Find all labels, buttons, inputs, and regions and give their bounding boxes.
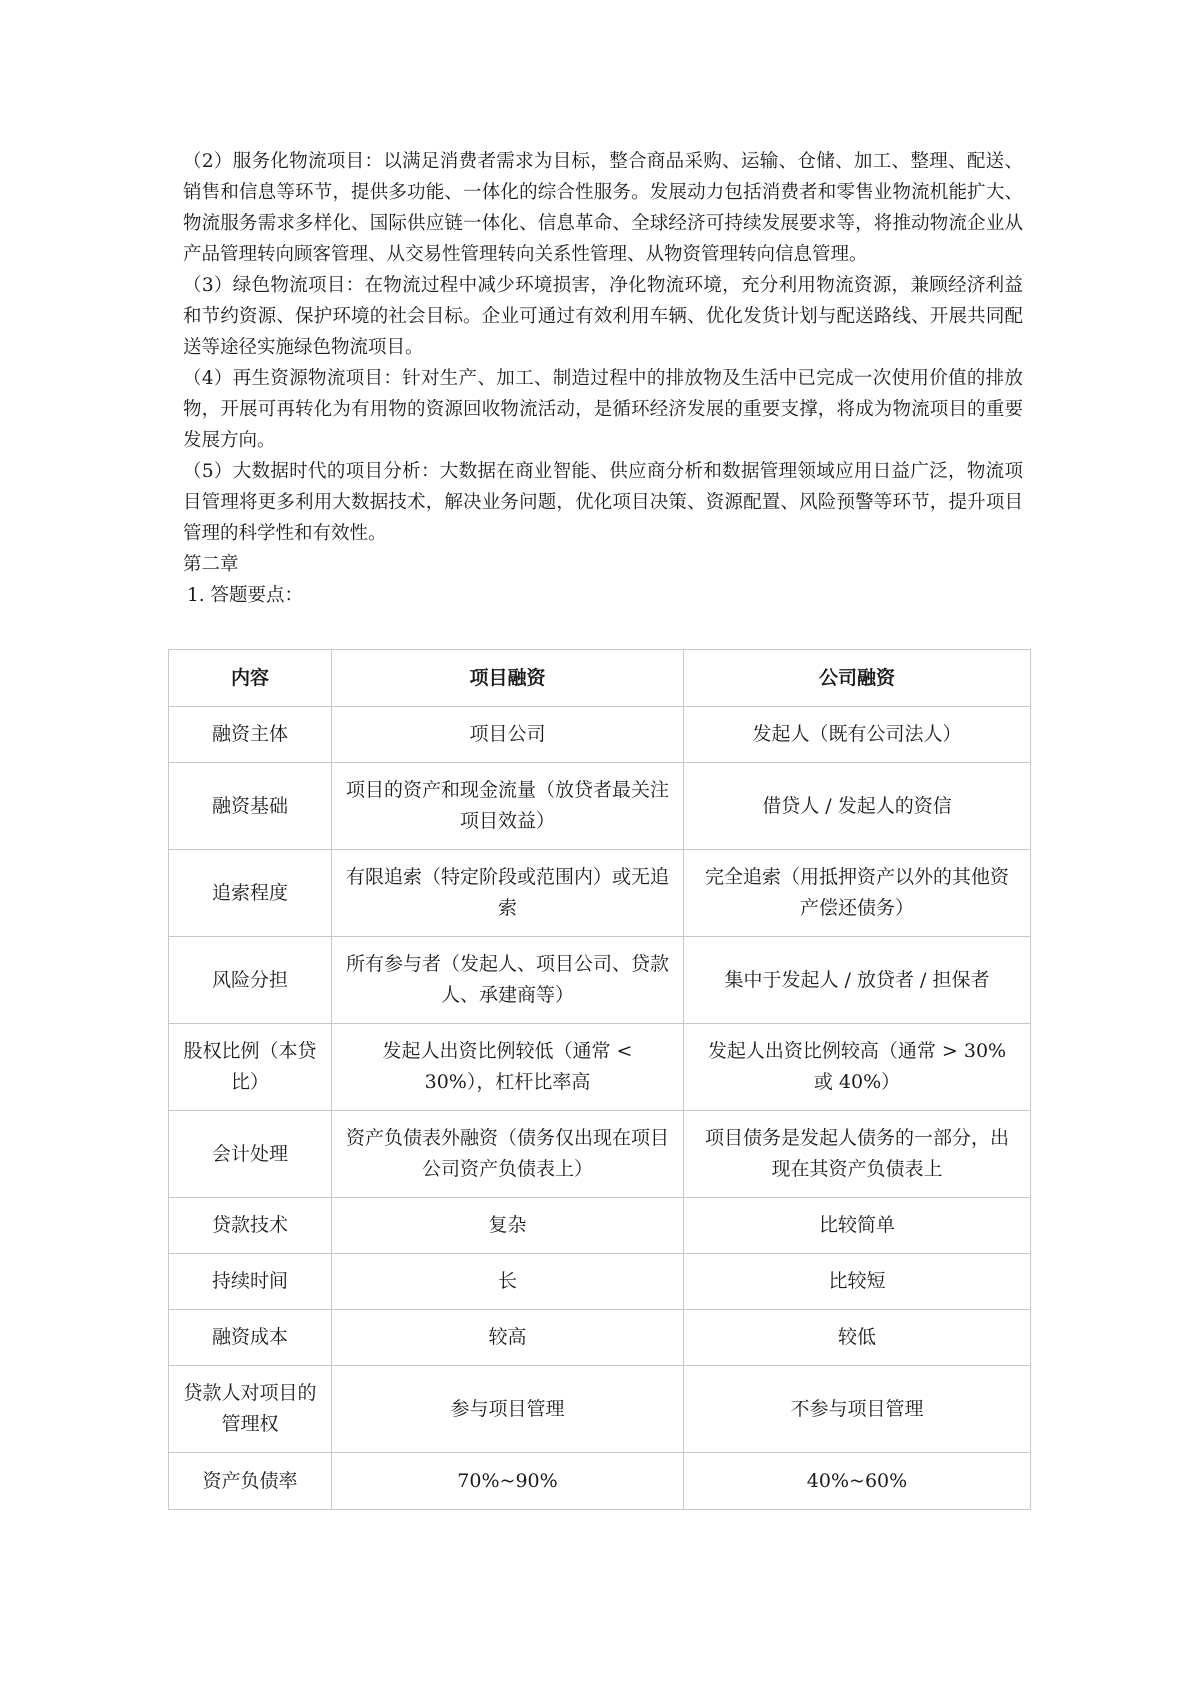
financing-comparison-table — [168, 649, 1031, 1510]
project-financing-cell: 长 — [332, 1254, 684, 1310]
row-label: 融资成本 — [169, 1310, 332, 1366]
table-row — [169, 937, 1031, 1024]
corporate-financing-cell: 40%~60% — [684, 1453, 1031, 1510]
table-row — [169, 1310, 1031, 1366]
project-financing-cell: 有限追索（特定阶段或范围内）或无追索 — [332, 850, 684, 937]
row-label: 融资基础 — [169, 763, 332, 850]
paragraph-service-logistics: （2）服务化物流项目：以满足消费者需求为目标，整合商品采购、运输、仓储、加工、整理、配送、销售和信息等环节，提供多功能、一体化的综合性服务。发展动力包括消费者和零售业物流机能扩大、物流服务需求多样化、国际供应链一体化、信息革命、全球经济可持续发展要求等，将推动物流企业从产品管理转向顾客管理、从交易性管理转向关系性管理、从物资管理转向信息管理。 — [183, 151, 1023, 265]
corporate-financing-cell: 发起人（既有公司法人） — [684, 707, 1031, 763]
corporate-financing-cell: 完全追索（用抵押资产以外的其他资产偿还债务） — [684, 850, 1031, 937]
table-row — [169, 1111, 1031, 1198]
row-label: 资产负债率 — [169, 1453, 332, 1510]
table-row — [169, 1453, 1031, 1510]
corporate-financing-cell: 不参与项目管理 — [684, 1366, 1031, 1453]
table-row — [169, 850, 1031, 937]
corporate-financing-cell: 集中于发起人 / 放贷者 / 担保者 — [684, 937, 1031, 1024]
corporate-financing-cell: 比较短 — [684, 1254, 1031, 1310]
table-row — [169, 1198, 1031, 1254]
table-row — [169, 1254, 1031, 1310]
row-label: 融资主体 — [169, 707, 332, 763]
paragraph-big-data: （5）大数据时代的项目分析：大数据在商业智能、供应商分析和数据管理领域应用日益广泛，物流项目管理将更多利用大数据技术，解决业务问题，优化项目决策、资源配置、风险预警等环节，提升项目管理的科学性和有效性。 — [183, 461, 1023, 544]
table-row — [169, 1024, 1031, 1111]
corporate-financing-cell: 项目债务是发起人债务的一部分，出现在其资产负债表上 — [684, 1111, 1031, 1198]
project-financing-cell: 较高 — [332, 1310, 684, 1366]
corporate-financing-cell: 发起人出资比例较高（通常 > 30% 或 40%） — [684, 1024, 1031, 1111]
corporate-financing-cell: 借贷人 / 发起人的资信 — [684, 763, 1031, 850]
project-financing-cell: 复杂 — [332, 1198, 684, 1254]
paragraph-recycling-logistics: （4）再生资源物流项目：针对生产、加工、制造过程中的排放物及生活中已完成一次使用价值的排放物，开展可再转化为有用物的资源回收物流活动，是循环经济发展的重要支撑，将成为物流项目的重要发展方向。 — [183, 368, 1023, 451]
table-row — [169, 763, 1031, 850]
row-label: 风险分担 — [169, 937, 332, 1024]
row-label: 持续时间 — [169, 1254, 332, 1310]
header-content: 内容 — [169, 650, 332, 707]
section-heading: 1. 答题要点： — [187, 585, 304, 606]
row-label: 贷款技术 — [169, 1198, 332, 1254]
row-label: 追索程度 — [169, 850, 332, 937]
table-header-row — [169, 650, 1031, 707]
project-financing-cell: 发起人出资比例较低（通常 < 30%），杠杆比率高 — [332, 1024, 684, 1111]
header-corporate-financing: 公司融资 — [684, 650, 1031, 707]
row-label: 贷款人对项目的管理权 — [169, 1366, 332, 1453]
chapter-heading: 第二章 — [183, 554, 239, 575]
project-financing-cell: 70%~90% — [332, 1453, 684, 1510]
corporate-financing-cell: 比较简单 — [684, 1198, 1031, 1254]
row-label: 股权比例（本贷比） — [169, 1024, 332, 1111]
table-row — [169, 1366, 1031, 1453]
project-financing-cell: 项目的资产和现金流量（放贷者最关注项目效益） — [332, 763, 684, 850]
header-project-financing: 项目融资 — [332, 650, 684, 707]
row-label: 会计处理 — [169, 1111, 332, 1198]
paragraph-green-logistics: （3）绿色物流项目：在物流过程中减少环境损害，净化物流环境，充分利用物流资源，兼顾经济利益和节约资源、保护环境的社会目标。企业可通过有效利用车辆、优化发货计划与配送路线、开展共同配送等途径实施绿色物流项目。 — [183, 275, 1023, 358]
document-body — [183, 146, 1023, 611]
corporate-financing-cell: 较低 — [684, 1310, 1031, 1366]
table-row — [169, 707, 1031, 763]
project-financing-cell: 项目公司 — [332, 707, 684, 763]
project-financing-cell: 所有参与者（发起人、项目公司、贷款人、承建商等） — [332, 937, 684, 1024]
project-financing-cell: 参与项目管理 — [332, 1366, 684, 1453]
project-financing-cell: 资产负债表外融资（债务仅出现在项目公司资产负债表上） — [332, 1111, 684, 1198]
